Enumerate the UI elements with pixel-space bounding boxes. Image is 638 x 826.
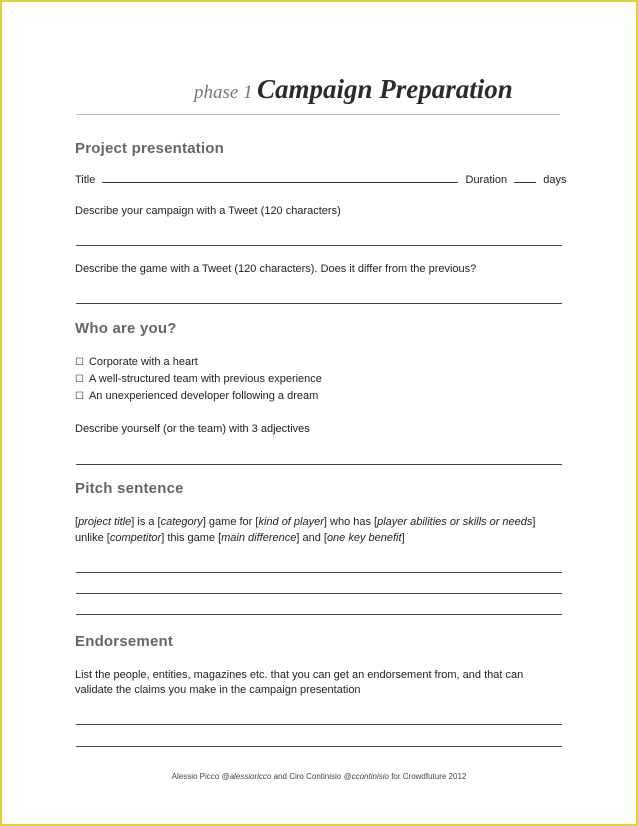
title-text: Campaign Preparation bbox=[257, 74, 513, 104]
answer-line[interactable] bbox=[76, 593, 562, 594]
section-heading-endorsement: Endorsement bbox=[75, 633, 174, 650]
duration-unit: days bbox=[543, 174, 567, 186]
placeholder-abilities: player abilities or skills or needs bbox=[377, 516, 533, 528]
title-row bbox=[75, 174, 567, 186]
option-label: Corporate with a heart bbox=[88, 356, 198, 368]
endorsement-prompt-line2: validate the claims you make in the campaign presentation bbox=[75, 684, 361, 696]
answer-line[interactable] bbox=[76, 245, 562, 246]
pitch-template-line2: unlike [competitor] this game [main difference] and [one key benefit] bbox=[75, 532, 405, 544]
section-heading-who: Who are you? bbox=[75, 320, 177, 337]
answer-line[interactable] bbox=[76, 303, 562, 304]
section-heading-project: Project presentation bbox=[75, 140, 225, 157]
option-item[interactable] bbox=[75, 373, 322, 385]
phase-label: phase 1 bbox=[194, 82, 253, 103]
tweet-campaign-prompt: Describe your campaign with a Tweet (120 characters) bbox=[75, 205, 341, 217]
title-blank[interactable] bbox=[102, 181, 458, 183]
answer-line[interactable] bbox=[76, 724, 562, 725]
answer-line[interactable] bbox=[76, 572, 562, 573]
duration-label: Duration bbox=[465, 174, 508, 186]
option-item[interactable] bbox=[75, 356, 198, 368]
title-label: Title bbox=[75, 174, 96, 186]
placeholder-project-title: project title bbox=[78, 516, 132, 528]
placeholder-kind-of-player: kind of player bbox=[258, 516, 324, 528]
endorsement-prompt-line1: List the people, entities, magazines etc. that you can get an endorsement from, and that can bbox=[75, 669, 524, 681]
title-divider bbox=[76, 114, 560, 115]
placeholder-competitor: competitor bbox=[109, 532, 162, 544]
option-label: An unexperienced developer following a dream bbox=[88, 390, 319, 402]
footer-credits: Alessio Picco @alessioricco and Ciro Continisio @ccontinisio for Crowdfuture 2012 bbox=[171, 772, 467, 781]
adjectives-prompt: Describe yourself (or the team) with 3 adjectives bbox=[75, 423, 310, 435]
checkbox-icon[interactable]: ☐ bbox=[75, 374, 84, 385]
checkbox-icon[interactable]: ☐ bbox=[75, 357, 84, 368]
checkbox-icon[interactable]: ☐ bbox=[75, 391, 84, 402]
duration-blank[interactable] bbox=[514, 181, 536, 183]
placeholder-main-difference: main difference bbox=[221, 532, 297, 544]
answer-line[interactable] bbox=[76, 614, 562, 615]
section-heading-pitch: Pitch sentence bbox=[75, 480, 184, 497]
answer-line[interactable] bbox=[76, 746, 562, 747]
tweet-game-prompt: Describe the game with a Tweet (120 characters). Does it differ from the previous? bbox=[75, 263, 477, 275]
option-label: A well-structured team with previous experience bbox=[88, 373, 322, 385]
placeholder-key-benefit: one key benefit bbox=[326, 532, 402, 544]
placeholder-category: category bbox=[160, 516, 203, 528]
page-title bbox=[194, 74, 564, 105]
option-item[interactable] bbox=[75, 390, 318, 402]
pitch-template-line1: [project title] is a [category] game for [kind of player] who has [player abilities or skills or needs] bbox=[75, 516, 536, 528]
answer-line[interactable] bbox=[76, 464, 562, 465]
